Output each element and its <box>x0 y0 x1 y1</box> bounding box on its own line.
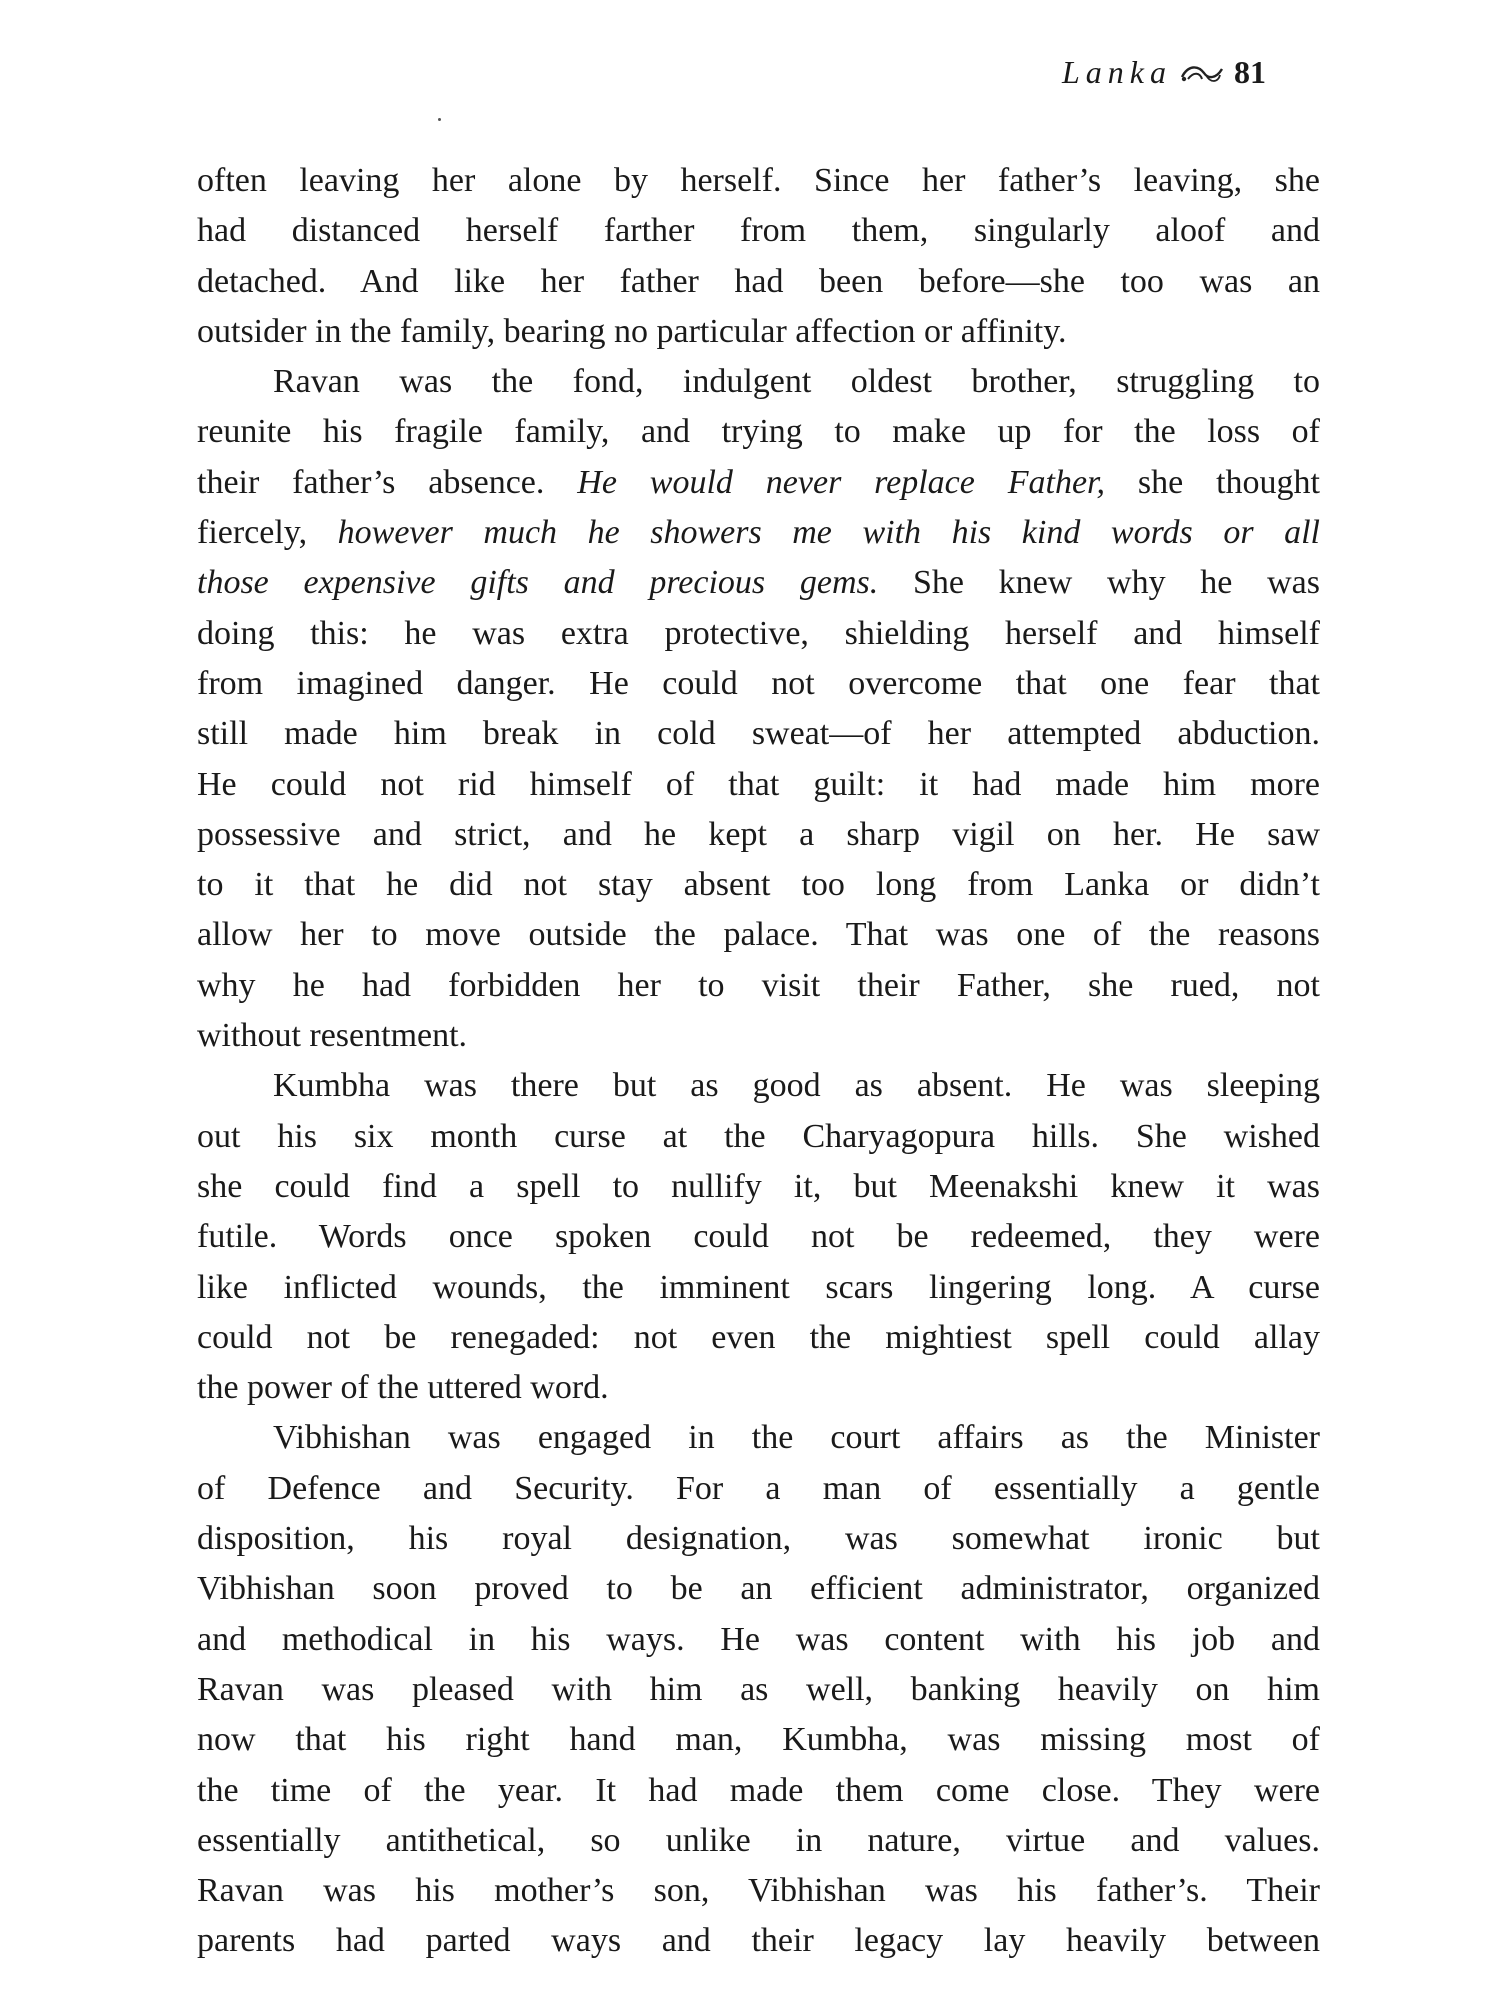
italic-text: however much he showers me with his kind words or all <box>337 514 1320 552</box>
text-segment: why he had forbidden her to visit their Father, she rued, not <box>197 966 1320 1004</box>
text-line <box>197 407 1320 457</box>
paragraph <box>197 156 1320 357</box>
text-segment: she thought <box>1105 463 1321 501</box>
text-line <box>197 1866 1320 1916</box>
text-segment: the power of the uttered word. <box>197 1369 609 1407</box>
text-line <box>197 508 1320 558</box>
text-line <box>197 1715 1320 1765</box>
text-segment: had distanced herself farther from them, singularly aloof and <box>197 212 1320 250</box>
paragraph <box>197 1061 1320 1413</box>
text-segment: their father’s absence. <box>197 463 578 501</box>
text-line <box>197 206 1320 256</box>
text-line <box>197 458 1320 508</box>
text-line <box>197 709 1320 759</box>
paragraph <box>197 357 1320 1061</box>
text-line <box>197 257 1320 307</box>
text-line <box>197 1263 1320 1313</box>
text-segment: out his six month curse at the Charyagopura hills. She wished <box>197 1117 1320 1155</box>
text-line <box>197 609 1320 659</box>
text-line <box>197 357 1320 407</box>
text-segment: Ravan was pleased with him as well, banking heavily on him <box>197 1670 1320 1708</box>
text-segment: often leaving her alone by herself. Since her father’s leaving, she <box>197 162 1320 199</box>
text-segment: allow her to move outside the palace. That was one of the reasons <box>197 916 1320 954</box>
text-line <box>197 1413 1320 1463</box>
text-segment: detached. And like her father had been before—she too was an <box>197 262 1320 300</box>
running-head <box>1062 52 1312 92</box>
text-segment: still made him break in cold sweat—of her attempted abduction. <box>197 715 1320 753</box>
page-number: 81 <box>1234 53 1266 90</box>
text-segment: without resentment. <box>197 1017 468 1055</box>
text-segment: now that his right hand man, Kumbha, was missing most of <box>197 1721 1320 1759</box>
text-segment: disposition, his royal designation, was somewhat ironic but <box>197 1520 1320 1558</box>
text-segment: could not be renegaded: not even the mightiest spell could allay <box>197 1318 1320 1356</box>
text-line <box>197 760 1320 810</box>
text-segment: He could not rid himself of that guilt: it had made him more <box>197 765 1320 803</box>
running-head-title: Lanka <box>1062 53 1172 90</box>
text-line <box>197 1816 1320 1866</box>
text-line <box>197 961 1320 1011</box>
text-segment: fiercely, <box>197 514 338 552</box>
text-segment: doing this: he was extra protective, shielding herself and himself <box>197 614 1320 652</box>
italic-text: those expensive gifts and precious gems. <box>197 564 879 602</box>
text-line <box>197 1112 1320 1162</box>
italic-text: He would never replace Father, <box>577 463 1106 501</box>
text-line <box>197 1061 1320 1111</box>
stray-mark <box>438 118 441 121</box>
text-segment: of Defence and Security. For a man of essentially a gentle <box>197 1469 1320 1507</box>
text-segment: parents had parted ways and their legacy lay heavily between <box>197 1922 1320 1960</box>
text-line <box>197 1665 1320 1715</box>
text-line <box>197 1514 1320 1564</box>
text-segment: to it that he did not stay absent too long from Lanka or didn’t <box>197 866 1320 904</box>
text-line <box>197 1564 1320 1614</box>
text-segment: outsider in the family, bearing no particular affection or affinity. <box>197 312 1067 350</box>
text-segment: essentially antithetical, so unlike in nature, virtue and values. <box>197 1821 1320 1859</box>
text-segment: and methodical in his ways. He was content with his job and <box>197 1620 1320 1658</box>
text-line <box>197 1011 1320 1061</box>
text-segment: possessive and strict, and he kept a sharp vigil on her. He saw <box>197 815 1320 853</box>
text-segment: from imagined danger. He could not overcome that one fear that <box>197 664 1320 702</box>
body-text <box>197 156 1320 1967</box>
text-line <box>197 1212 1320 1262</box>
text-segment: the time of the year. It had made them come close. They were <box>197 1771 1320 1809</box>
text-segment: Vibhishan was engaged in the court affairs as the Minister <box>273 1419 1320 1457</box>
text-line <box>197 1916 1320 1966</box>
text-segment: Ravan was the fond, indulgent oldest brother, struggling to <box>273 363 1320 401</box>
text-segment: Ravan was his mother’s son, Vibhishan was his father’s. Their <box>197 1872 1320 1910</box>
text-line <box>197 307 1320 357</box>
text-line <box>197 1464 1320 1514</box>
text-line <box>197 1313 1320 1363</box>
text-segment: Vibhishan soon proved to be an efficient administrator, organized <box>197 1570 1320 1608</box>
paragraph <box>197 1413 1320 1966</box>
text-line <box>197 1766 1320 1816</box>
text-line <box>197 910 1320 960</box>
text-line <box>197 1363 1320 1413</box>
text-line <box>197 1615 1320 1665</box>
text-line <box>197 1162 1320 1212</box>
text-line <box>197 659 1320 709</box>
text-line <box>197 558 1320 608</box>
text-segment: reunite his fragile family, and trying to make up for the loss of <box>197 413 1320 451</box>
text-line <box>197 156 1320 206</box>
text-segment: futile. Words once spoken could not be redeemed, they were <box>197 1218 1320 1256</box>
text-segment: She knew why he was <box>878 564 1320 602</box>
text-segment: she could find a spell to nullify it, but Meenakshi knew it was <box>197 1167 1320 1205</box>
text-segment: like inflicted wounds, the imminent scars lingering long. A curse <box>197 1268 1320 1306</box>
flourish-icon <box>1178 58 1226 86</box>
text-segment: Kumbha was there but as good as absent. He was sleeping <box>273 1067 1320 1105</box>
text-line <box>197 860 1320 910</box>
text-line <box>197 810 1320 860</box>
